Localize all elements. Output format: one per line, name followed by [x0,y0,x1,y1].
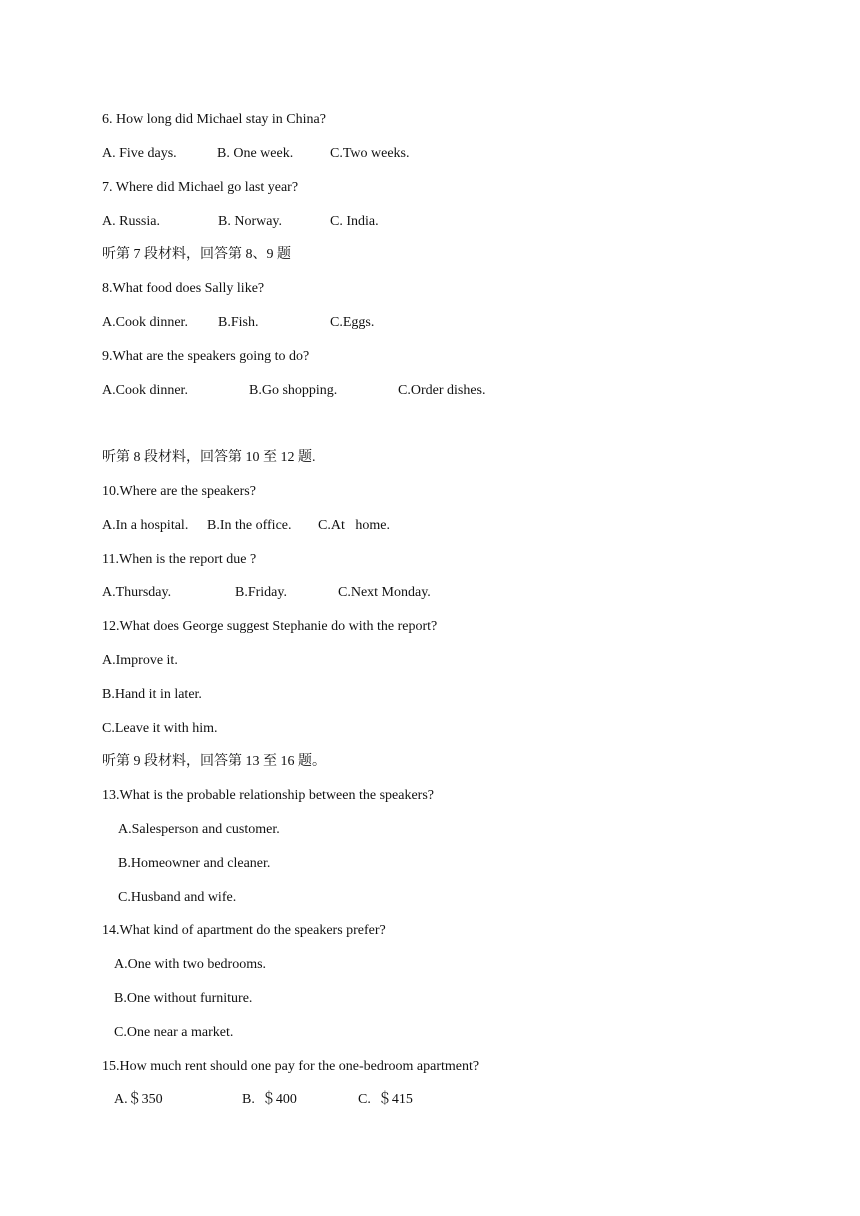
question-15-stem: 15.How much rent should one pay for the one-bedroom apartment? [102,1059,480,1074]
question-6-stem: 6. How long did Michael stay in China? [102,112,326,127]
option-c: C.Husband and wife. [118,890,237,905]
option-a: A.One with two bedrooms. [114,957,267,972]
question-12-option-a [0,651,178,671]
option-c: C.Next Monday. [338,585,431,600]
question-11-options [0,583,431,603]
option-b: B.In the office. [207,518,292,533]
section-7-text: 听第 7 段材料，回答第 8、9 题 [102,247,291,262]
option-b: B.Homeowner and cleaner. [118,856,271,871]
question-12-option-b [0,685,202,705]
question-12 [0,617,438,637]
option-a: A.＄350 [114,1092,163,1107]
question-13-option-b [0,854,271,874]
question-9 [0,347,310,367]
question-7-options [0,212,379,232]
question-14-stem: 14.What kind of apartment do the speakers prefer? [102,923,386,938]
option-c: C.Two weeks. [330,146,410,161]
question-6-options [0,144,410,164]
option-b: B.Friday. [235,585,287,600]
option-b: B.One without furniture. [114,991,253,1006]
question-13 [0,786,434,806]
option-c: C.Eggs. [330,315,375,330]
question-10-stem: 10.Where are the speakers? [102,484,256,499]
option-c: C.At home. [318,518,390,533]
question-10 [0,482,256,502]
question-11-stem: 11.When is the report due ? [102,552,257,567]
section-heading-7 [0,245,291,265]
option-b: B. Norway. [218,214,283,229]
option-b: B. ＄400 [242,1092,297,1107]
option-a: A. Five days. [102,146,177,161]
option-b: B.Fish. [218,315,259,330]
question-13-option-a [0,820,280,840]
option-a: A.Salesperson and customer. [118,822,280,837]
option-c: C. ＄415 [358,1092,413,1107]
section-9-text: 听第 9 段材料，回答第 13 至 16 题。 [102,754,326,769]
question-7 [0,178,299,198]
question-10-options [0,516,390,536]
question-14-option-b [0,989,253,1009]
section-heading-8 [0,448,316,468]
option-c: C.Order dishes. [398,383,486,398]
question-12-stem: 12.What does George suggest Stephanie do with the report? [102,619,438,634]
question-13-option-c [0,888,237,908]
question-8-options [0,313,375,333]
question-14-option-c [0,1023,234,1043]
question-7-stem: 7. Where did Michael go last year? [102,180,299,195]
question-9-options [0,381,486,401]
option-c: C.Leave it with him. [102,721,218,736]
option-c: C. India. [330,214,379,229]
option-a: A. Russia. [102,214,160,229]
question-9-stem: 9.What are the speakers going to do? [102,349,310,364]
section-heading-9 [0,752,326,772]
section-8-text: 听第 8 段材料，回答第 10 至 12 题. [102,450,316,465]
option-b: B. One week. [217,146,294,161]
question-6 [0,110,326,130]
question-11 [0,550,257,570]
question-15-options [0,1090,413,1110]
question-12-option-c [0,719,218,739]
question-8 [0,279,265,299]
option-a: A.Cook dinner. [102,383,188,398]
option-b: B.Hand it in later. [102,687,202,702]
option-a: A.In a hospital. [102,518,189,533]
question-14-option-a [0,955,267,975]
option-a: A.Cook dinner. [102,315,188,330]
question-8-stem: 8.What food does Sally like? [102,281,265,296]
option-a: A.Improve it. [102,653,178,668]
question-13-stem: 13.What is the probable relationship between the speakers? [102,788,434,803]
question-15 [0,1057,480,1077]
option-b: B.Go shopping. [249,383,338,398]
question-14 [0,921,386,941]
option-c: C.One near a market. [114,1025,234,1040]
option-a: A.Thursday. [102,585,172,600]
